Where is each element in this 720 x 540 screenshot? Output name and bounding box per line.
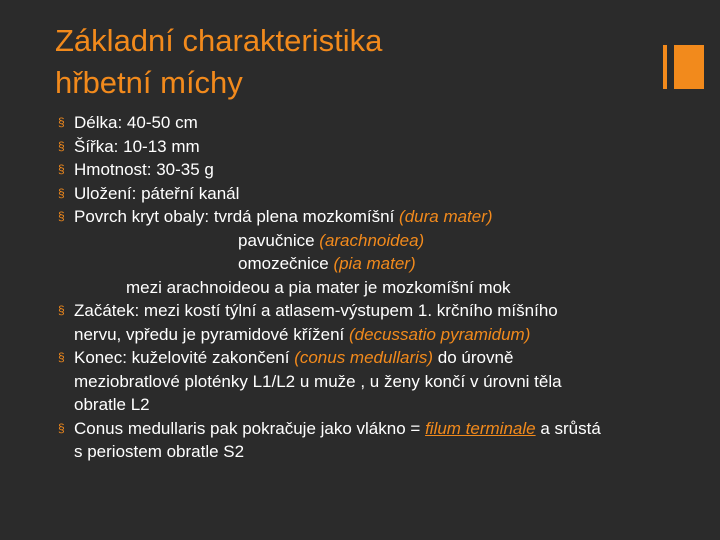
term-decussatio: (decussatio pyramidum) (348, 324, 531, 344)
conus-line-2: s periostem obratle S2 (74, 442, 245, 461)
accent-bar-thin (663, 45, 667, 89)
term-conus-medullaris: (conus medullaris) (294, 348, 434, 367)
omozecnice-text: omozečnice (238, 254, 334, 273)
bullet-icon: § (58, 303, 65, 317)
list-item-text (58, 205, 708, 229)
list-item-sirka (58, 135, 708, 159)
term-arachnoidea: (arachnoidea) (319, 230, 425, 250)
povrch-line-3 (58, 252, 708, 276)
list-item-text: Šířka: 10-13 mm (74, 136, 200, 156)
zacatek-line-2-text: nervu, vpředu je pyramidové křížení (74, 324, 349, 344)
list-item-zacatek (58, 299, 708, 323)
term-pia-mater: (pia mater) (333, 254, 416, 273)
bullet-icon: § (58, 115, 65, 129)
list-item-conus (58, 417, 708, 441)
slide-title-line-1: Základní charakteristika (55, 23, 383, 58)
list-item-ulozeni (58, 182, 708, 206)
pavucnice-text: pavučnice (238, 230, 320, 250)
term-filum-terminale: filum terminale (425, 418, 536, 438)
povrch-text: Povrch kryt obaly: tvrdá plena mozkomíšní (74, 207, 400, 226)
bullet-icon: § (58, 138, 65, 153)
list-item-delka (58, 111, 708, 135)
list-item-text: Hmotnost: 30-35 g (74, 160, 214, 179)
list-item-povrch (58, 205, 708, 229)
conus-tail: a srůstá (535, 418, 601, 438)
bullet-list (58, 111, 708, 464)
list-item-text (58, 346, 708, 370)
povrch-line-4: mezi arachnoideou a pia mater je mozkomíšní mok (126, 277, 511, 297)
zacatek-line-2 (58, 323, 708, 347)
conus-text: Conus medullaris pak pokračuje jako vlákno = (74, 418, 426, 438)
bullet-icon: § (58, 162, 65, 176)
konec-line-2: meziobratlové ploténky L1/L2 u muže , u ženy končí v úrovni těla (74, 371, 562, 391)
term-dura-mater: (dura mater) (399, 207, 493, 226)
bullet-icon: § (58, 420, 65, 435)
list-item-text: Délka: 40-50 cm (74, 113, 198, 132)
konec-tail: do úrovně (433, 348, 514, 367)
konec-line-3: obratle L2 (74, 395, 150, 414)
bullet-icon: § (58, 185, 65, 200)
bullet-icon: § (58, 209, 65, 223)
povrch-line-2 (58, 229, 708, 253)
list-item-text (58, 417, 708, 441)
list-item-text: Uložení: páteřní kanál (74, 183, 240, 203)
slide-title (55, 20, 382, 104)
list-item-hmotnost (58, 158, 708, 182)
slide-title-line-2: hřbetní míchy (55, 65, 243, 100)
konec-text: Konec: kuželovité zakončení (74, 348, 295, 367)
list-item-text: Začátek: mezi kostí týlní a atlasem-výstupem 1. krčního míšního (74, 301, 558, 320)
bullet-icon: § (58, 350, 65, 364)
accent-bar-thick (674, 45, 704, 89)
list-item-konec (58, 346, 708, 370)
